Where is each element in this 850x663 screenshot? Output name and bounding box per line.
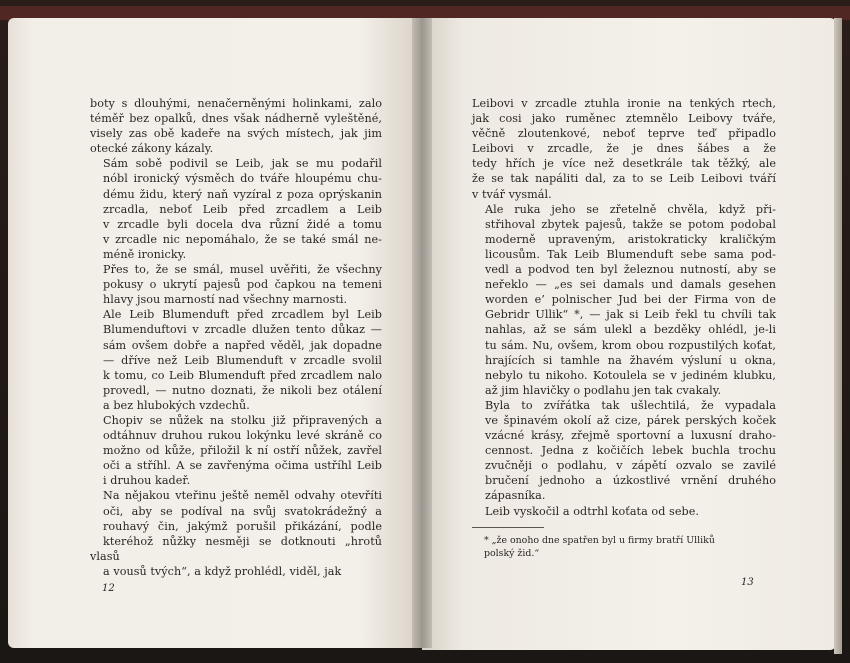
text-line: ve špinavém okolí až cize, párek perských koček — [485, 413, 776, 427]
text-line: moderně upraveným, aristokraticky kraličkým — [485, 232, 776, 246]
right-page-text — [472, 96, 776, 519]
text-line: nebylo tu nikoho. Kotoulela se v jediném klubku, — [485, 368, 776, 382]
paragraph — [472, 96, 776, 202]
left-page-text — [90, 96, 382, 579]
left-page — [8, 18, 422, 648]
text-line: tedy hřích je více než desetkrále tak těžký, ale — [472, 157, 776, 171]
text-line: možno od kůže, přiložil k ní ostří nůžek, zavřel — [103, 444, 382, 458]
text-line: worden e’ polnischer Jud bei der Firma von de — [485, 293, 776, 307]
text-line: Přes to, že se smál, musel uvěřiti, že všechny — [103, 263, 382, 277]
text-line: v zrcadle nic nepomáhalo, že se také smál ne- — [103, 232, 382, 246]
left-page-number: 12 — [102, 583, 115, 594]
text-line: pokusy o ukrytí pajesů pod čapkou na temeni — [103, 278, 382, 292]
text-line: Chopiv se nůžek na stolku již připravených a — [103, 413, 382, 427]
text-line: hrajících si tamhle na žhavém výsluní u okna, — [485, 353, 776, 367]
text-line: licousům. Tak Leib Blumenduft sebe sama pod- — [485, 247, 776, 261]
footnote-line: polský žid.“ — [484, 547, 540, 559]
text-line: Blumenduftovi v zrcadle dlužen tento důkaz — — [103, 323, 382, 337]
text-line: Ale Leib Blumenduft před zrcadlem byl Leib — [103, 308, 382, 322]
paragraph — [90, 96, 382, 156]
text-line: bručení jednoho a úzkostlivé vrnění druhého — [485, 474, 776, 488]
paragraph — [472, 398, 776, 504]
text-line: tu sám. Nu, ovšem, krom obou rozpustilých koťat, — [485, 338, 776, 352]
text-line: cennost. Jedna z kočičích lebek buchla trochu — [485, 444, 776, 458]
text-line: až jim hlavičky o podlahu jen tak cvakaly. — [485, 383, 722, 397]
text-line: Gebridr Ullik“ *, — jak si Leib řekl tu chvíli tak — [485, 308, 776, 322]
text-line: provedl, — nutno doznati, že nikoli bez otálení — [103, 383, 382, 397]
text-line: neřeklo — „es sei damals und damals gesehen — [485, 278, 776, 292]
text-line: a bez hlubokých vzdechů. — [103, 398, 250, 412]
text-line: Sám sobě podivil se Leib, jak se mu podařil — [103, 157, 382, 171]
text-line: Byla to zvířátka tak ušlechtilá, že vypadala — [485, 398, 776, 412]
paragraph — [90, 413, 382, 488]
text-line: vzácné krásy, zřejmě sportovní a luxusní draho- — [485, 429, 776, 443]
text-line: otecké zákony kázaly. — [90, 142, 214, 156]
text-line: méně ironicky. — [103, 247, 187, 261]
text-line: jak cosi jako ruměnec ztemnělo Leibovy tváře, — [472, 112, 776, 126]
text-line: střihoval zbytek pajesů, takže se potom podobal — [485, 217, 776, 231]
paragraph — [90, 307, 382, 413]
right-page — [422, 18, 836, 650]
footnote-divider — [472, 527, 544, 528]
text-line: že se tak napáliti dal, za to se Leib Leibovi tváří — [472, 172, 776, 186]
text-line: oči, aby se podíval na svůj svatokrádežný a — [103, 504, 382, 518]
text-line: v zrcadle byli docela dva různí židé a tomu — [103, 217, 382, 231]
book-gutter — [412, 18, 432, 648]
footnote — [484, 535, 776, 560]
text-line: Leibovi v zrcadle ztuhla ironie na tenkých rtech, — [472, 97, 776, 110]
text-line: Na nějakou vteřinu ještě neměl odvahy otevříti — [103, 489, 382, 503]
text-line: visely zas obě kadeře na svých místech, jak jim — [90, 127, 382, 141]
footnote-line: * „že onoho dne spatřen byl u firmy bratří Ulliků — [484, 535, 715, 546]
text-line: odtáhnuv druhou rukou lokýnku levé skráně co — [103, 429, 382, 443]
text-line: a vousů tvých“, a když prohlédl, viděl, jak — [103, 564, 342, 578]
paragraph — [90, 262, 382, 307]
text-line: nahlas, až se sám ulekl a bezděky ohlédl, je-li — [485, 323, 776, 337]
text-line: Ale ruka jeho se zřetelně chvěla, když při- — [485, 202, 776, 216]
paragraph — [90, 488, 382, 579]
text-line: rouhavý čin, jakýmž porušil přikázání, podle — [103, 519, 382, 533]
text-line: oči a stříhl. A se zavřenýma očima ustříhl Leib — [103, 459, 382, 473]
text-line: nóbl ironický výsměch do tváře hloupému chu- — [103, 172, 382, 186]
text-line: zápasníka. — [485, 489, 546, 503]
text-line: věčně zloutenkové, neboť teprve teď připadlo — [472, 127, 776, 141]
text-line: kteréhož nůžky nesměji se dotknouti „hrotů vlasů — [90, 534, 382, 563]
text-line: v tvář vysmál. — [472, 187, 552, 201]
text-line: boty s dlouhými, nenačerněnými holinkami, zalo — [90, 97, 382, 110]
paragraph — [90, 156, 382, 262]
text-line: — dříve než Leib Blumenduft v zrcadle svolil — [103, 353, 382, 367]
text-line: dému židu, který naň vyzíral z poza oprýskanin — [103, 187, 382, 201]
right-page-number: 13 — [741, 577, 754, 588]
text-line: hlavy jsou marností nad všechny marnosti. — [103, 293, 348, 307]
text-line: i druhou kadeř. — [103, 474, 191, 488]
page-edges — [834, 18, 842, 654]
text-line: k tomu, co Leib Blumenduft před zrcadlem nalo — [103, 368, 382, 382]
text-line: sám ovšem dobře a napřed věděl, jak dopadne — [103, 338, 382, 352]
text-line: Leib vyskočil a odtrhl koťata od sebe. — [485, 504, 699, 518]
text-line: téměř bez opalků, dnes však nádherně vyleštěné, — [90, 112, 382, 126]
paragraph — [472, 202, 776, 398]
text-line: Leibovi v zrcadle, že je dnes šábes a že — [472, 142, 776, 156]
text-line: zrcadla, neboť Leib před zrcadlem a Leib — [103, 202, 382, 216]
paragraph — [472, 504, 776, 519]
text-line: vedl a podvod ten byl železnou nutností, aby se — [485, 263, 776, 277]
text-line: zvučněji o podlahu, v zápětí ozvalo se zavilé — [485, 459, 776, 473]
